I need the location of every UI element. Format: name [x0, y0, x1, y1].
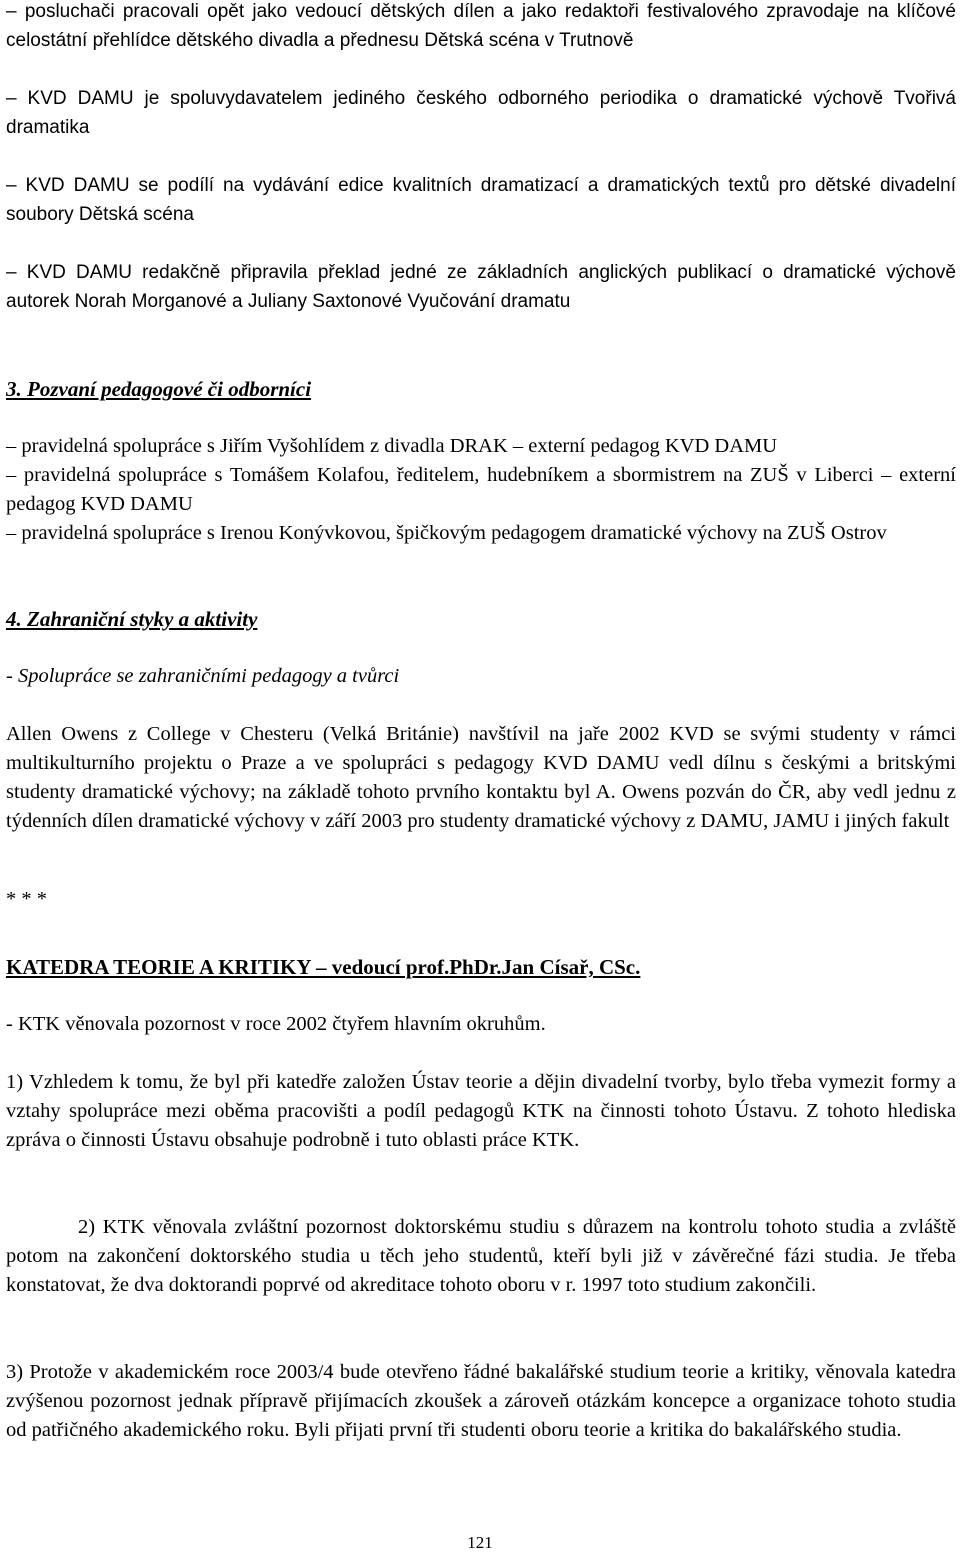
- paragraph-point-1: 1) Vzhledem k tomu, že byl při katedře založen Ústav teorie a dějin divadelní tvorby, bylo třeba vymezit formy a vztahy spolupráce mezi oběma pracovišti a podíl pedagogů KTK na činnosti tohoto Ústavu. Z tohoto hlediska zpráva o činnosti Ústavu obsahuje podrobně i tuto oblasti práce KTK.: [6, 1071, 956, 1151]
- paragraph-ktk-intro: - KTK věnovala pozornost v roce 2002 čtyřem hlavním okruhům.: [6, 1013, 546, 1035]
- paragraph-periodical: – KVD DAMU je spoluvydavatelem jediného českého odborného periodika o dramatické výchově Tvořivá dramatika: [6, 88, 956, 138]
- paragraph-owens: Allen Owens z College v Chesteru (Velká Británie) navštívil na jaře 2002 KVD se svými studenty v rámci multikulturního projektu o Praze a ve spolupráci s pedagogy KVD DAMU vedl dílnu s českými a britskými studenty dramatické výchovy; na základě tohoto prvního kontaktu byl A. Owens pozván do ČR, aby vedl jednu z týdenních dílen dramatické výchovy v září 2003 pro studenty dramatické výchovy z DAMU, JAMU i jiných fakult: [6, 723, 956, 832]
- paragraph-translation: – KVD DAMU redakčně připravila překlad jedné ze základních anglických publikací o dramatické výchově autorek Norah Morganové a Juliany Saxtonové Vyučování dramatu: [6, 262, 956, 312]
- paragraph-cooperation-1: – pravidelná spolupráce s Jiřím Vyšohlídem z divadla DRAK – externí pedagog KVD DAMU: [6, 435, 778, 457]
- paragraph-cooperation-3: – pravidelná spolupráce s Irenou Konývkovou, špičkovým pedagogem dramatické výchovy na ZUŠ Ostrov: [6, 522, 887, 544]
- department-heading: KATEDRA TEORIE A KRITIKY – vedoucí prof.PhDr.Jan Císař, CSc.: [6, 955, 641, 979]
- paragraph-point-3: 3) Protože v akademickém roce 2003/4 bude otevřeno řádné bakalářské studium teorie a kritiky, věnovala katedra zvýšenou pozornost jednak přípravě přijímacích zkoušek a zároveň otázkám koncepce a organizace tohoto studia od patřičného akademického roku. Byli přijati první tři studenti oboru teorie a kritika do bakalářského studia.: [6, 1361, 956, 1441]
- section-heading-3: 3. Pozvaní pedagogové či odborníci: [6, 377, 312, 401]
- section-heading-4: 4. Zahraniční styky a aktivity: [6, 607, 258, 631]
- paragraph-cooperation-2: – pravidelná spolupráce s Tomášem Kolafou, ředitelem, hudebníkem a sbormistrem na ZUŠ v Liberci – externí pedagog KVD DAMU: [6, 464, 956, 515]
- separator-stars: * * *: [6, 888, 47, 910]
- subheading-foreign: - Spolupráce se zahraničními pedagogy a tvůrci: [6, 665, 400, 687]
- paragraph-point-2: 2) KTK věnovala zvláštní pozornost doktorskému studiu s důrazem na kontrolu tohoto studia a zvláště potom na zakončení doktorského studia u těch jeho studentů, kteří byli již v závěrečné fázi studia. Je třeba konstatovat, že dva doktorandi poprvé od akreditace tohoto oboru v r. 1997 toto studium zakončili.: [6, 1216, 956, 1296]
- page-number: 121: [467, 1533, 493, 1552]
- paragraph-edition: – KVD DAMU se podílí na vydávání edice kvalitních dramatizací a dramatických textů pro dětské divadelní soubory Dětská scéna: [6, 175, 956, 225]
- paragraph-festival: – posluchači pracovali opět jako vedoucí dětských dílen a jako redaktoři festivalového zpravodaje na klíčové celostátní přehlídce dětského divadla a přednesu Dětská scéna v Trutnově: [6, 1, 956, 51]
